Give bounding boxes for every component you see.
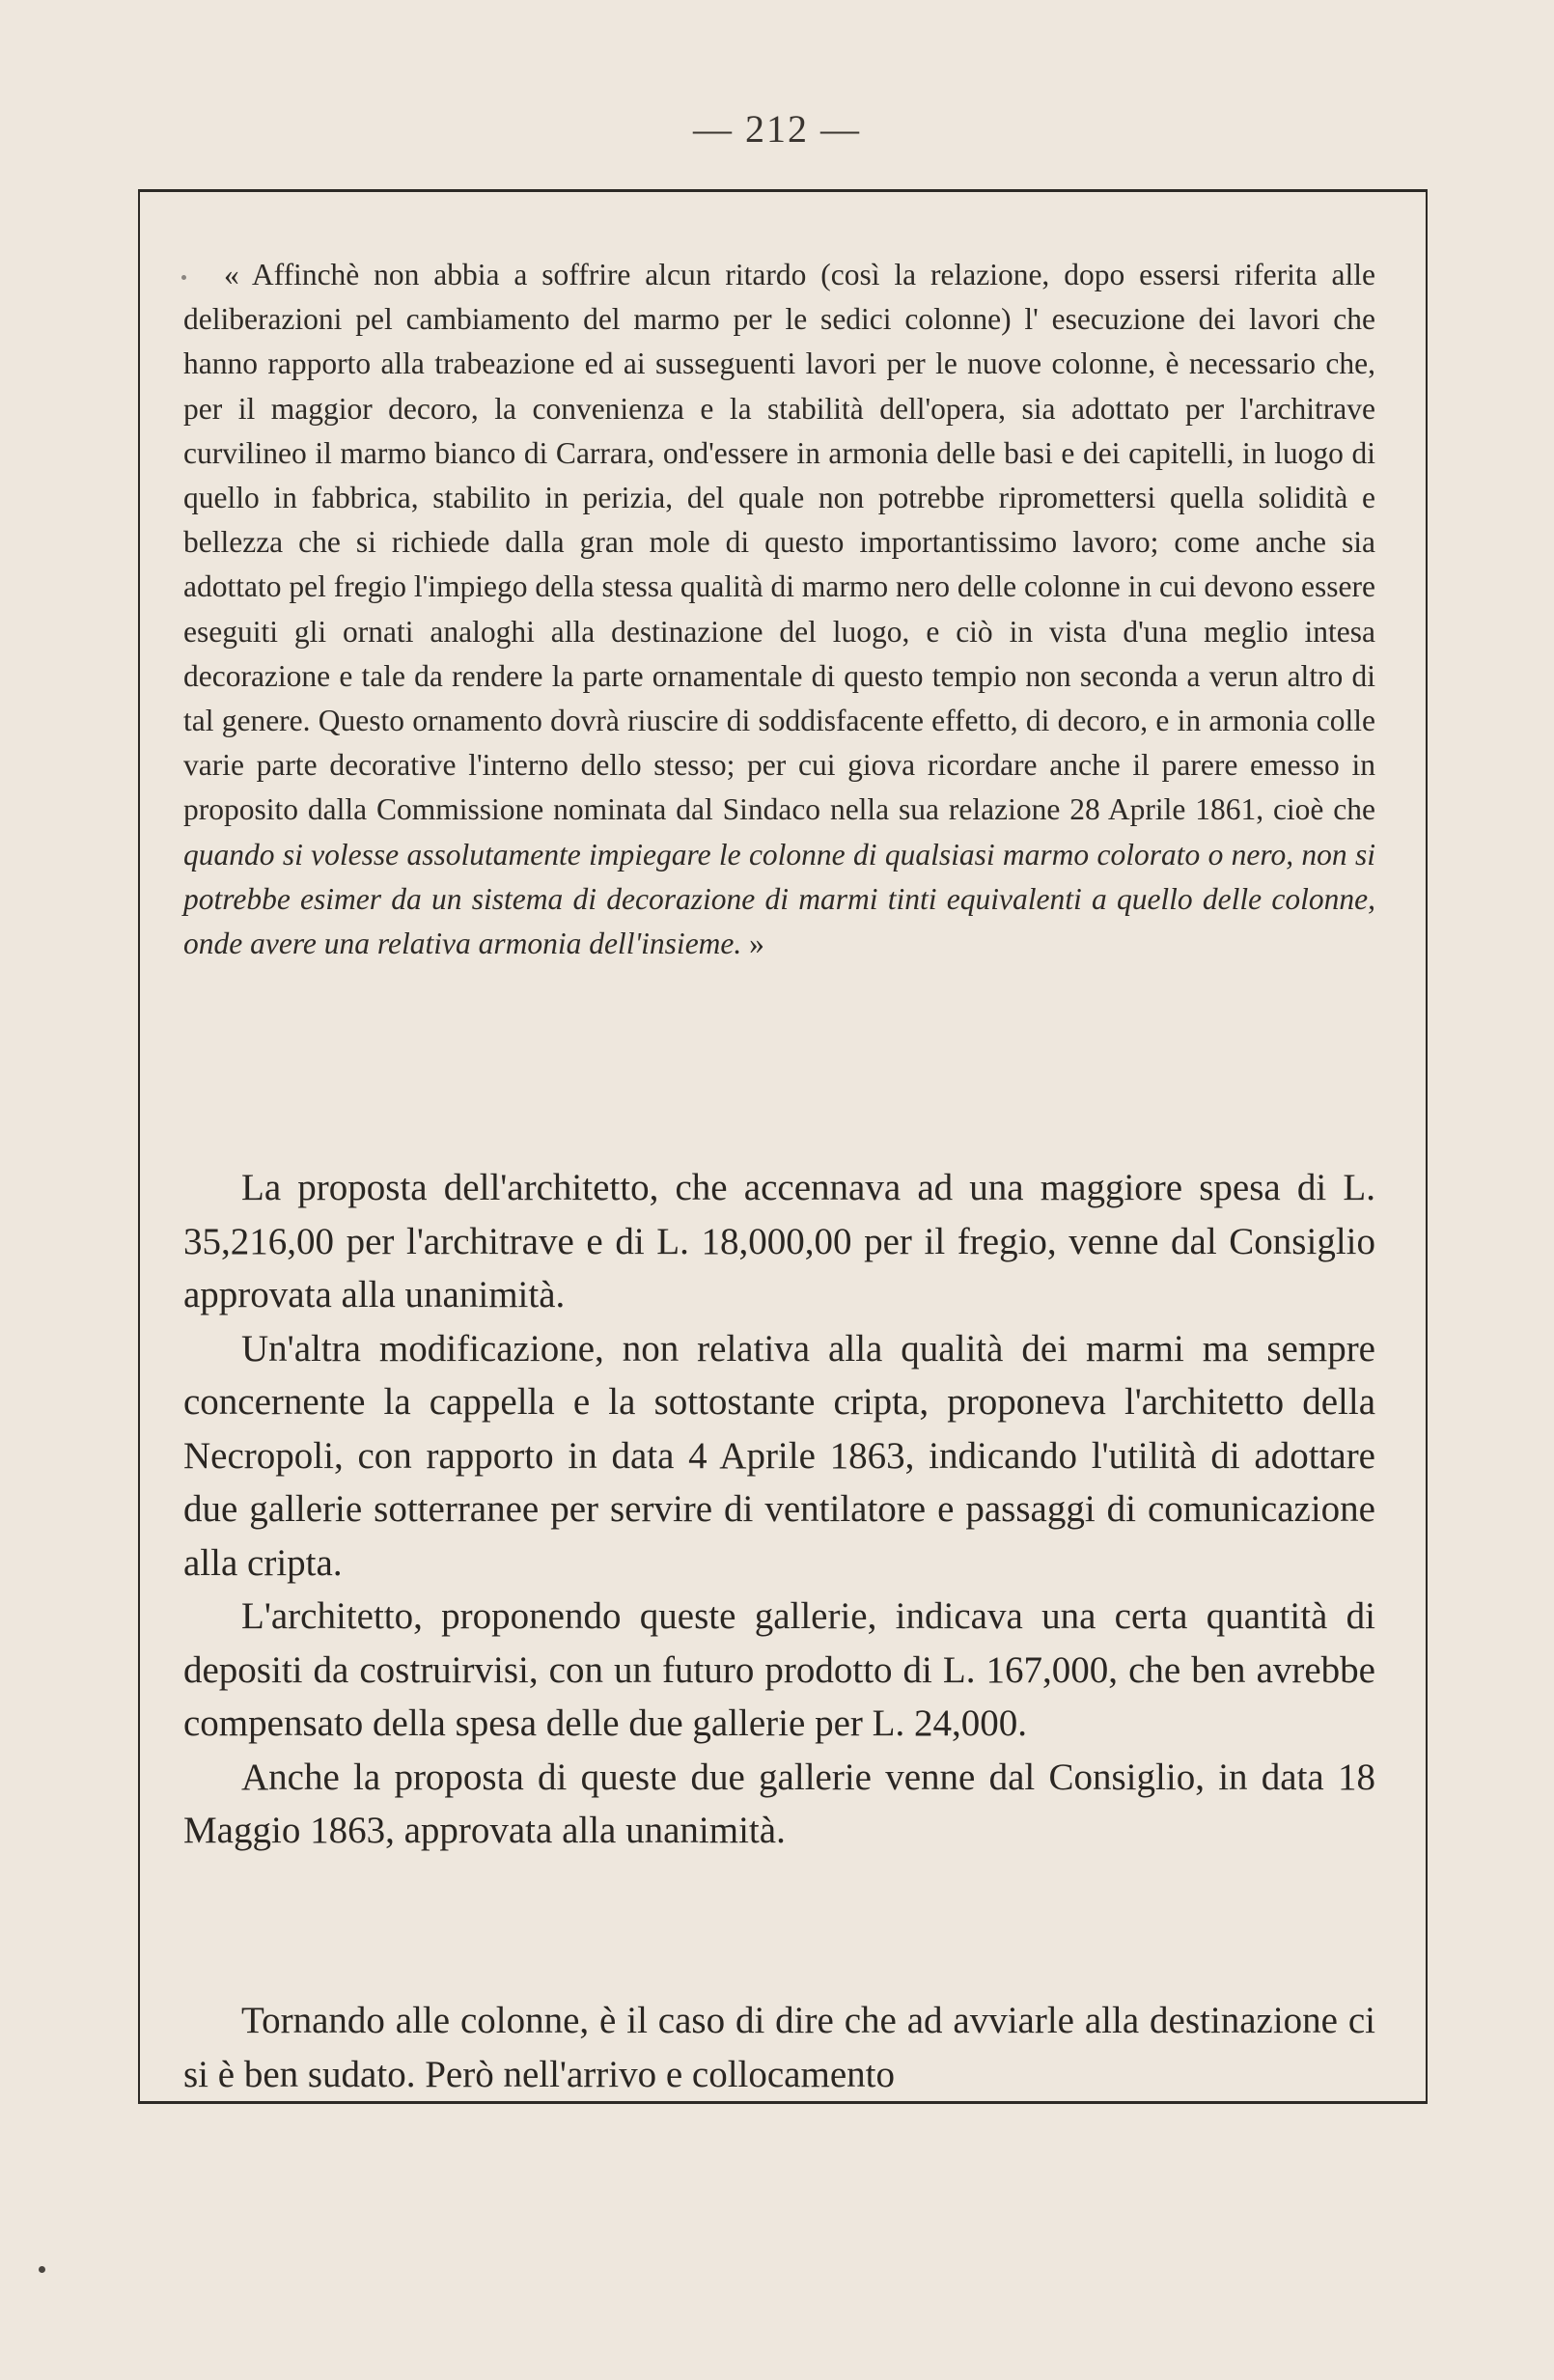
- paragraph-galleries-proposal: Un'altra modificazione, non relativa alla qualità dei marmi ma sempre concernente la cappella e la sottostante cripta, proponeva l'architetto della Necropoli, con rapporto in data 4 Aprile 1863, indicando l'utilità di adottare due gallerie sotterranee per servire di ventilatore e passaggi di comunicazione alla cripta.: [183, 1327, 1375, 1584]
- quote-italic-text: quando si volesse assolutamente impiegare le colonne di qualsiasi marmo colorato o nero, non si potrebbe esimer da un sistema di decorazione di marmi tinti equivalenti a quello delle colonne, onde avere una relativa armonia dell'insieme.: [183, 837, 1375, 961]
- quote-text: « Affinchè non abbia a soffrire alcun ritardo (così la relazione, dopo essersi riferita alle deliberazioni pel cambiamento del marmo per le sedici colonne) l' esecuzione dei lavori che hanno rapporto alla trabeazione ed ai susseguenti lavori per le nuove colonne, è necessario che, per il maggior decoro, la convenienza e la stabilità dell'opera, sia adottato per l'architrave curvilineo il marmo bianco di Carrara, ond'essere in armonia delle basi e dei capitelli, in luogo di quello in fabbrica, stabilito in perizia, del quale non potrebbe ripromettersi quella solidità e bellezza che si richiede dalla gran mole di questo importantissimo lavoro; come anche sia adottato pel fregio l'impiego della stessa qualità di marmo nero delle colonne in cui devono essere eseguiti gli ornati analoghi alla destinazione del luogo, e ciò in vista d'una meglio intesa decorazione e tale da rendere la parte ornamentale di questo tempio non seconda a verun altro di tal genere. Questo ornamento dovrà riuscire di soddisfacente effetto, di decoro, e in armonia colle varie parte decorative l'interno dello stesso; per cui giova ricordare anche il parere emesso in proposito dalla Commissione nominata dal Sindaco nella sua relazione 28 Aprile 1861, cioè che: [183, 258, 1375, 827]
- page-number: — 212 —: [693, 107, 861, 151]
- paragraph-columns: Tornando alle colonne, è il caso di dire che ad avviarle alla destinazione ci si è ben sudato. Però nell'arrivo e collocamento: [183, 2000, 1375, 2095]
- ink-speck: [181, 275, 186, 280]
- quoted-passage: [183, 253, 1375, 966]
- ink-speck: [39, 2266, 45, 2273]
- quote-closing-mark: »: [749, 927, 764, 961]
- closing-text: [183, 1994, 1375, 2101]
- paragraph-architect-proposal: La proposta dell'architetto, che accennava ad una maggiore spesa di L. 35,216,00 per l'architrave e di L. 18,000,00 per il fregio, venne dal Consiglio approvata alla unanimità.: [183, 1167, 1375, 1315]
- paragraph-deposits: L'architetto, proponendo queste gallerie, indicava una certa quantità di depositi da costruirvisi, con un futuro prodotto di L. 167,000, che ben avrebbe compensato della spesa delle due gallerie per L. 24,000.: [183, 1595, 1375, 1744]
- main-text: [183, 1161, 1375, 1858]
- paragraph-approval: Anche la proposta di queste due gallerie venne dal Consiglio, in data 18 Maggio 1863, approvata alla unanimità.: [183, 1756, 1375, 1851]
